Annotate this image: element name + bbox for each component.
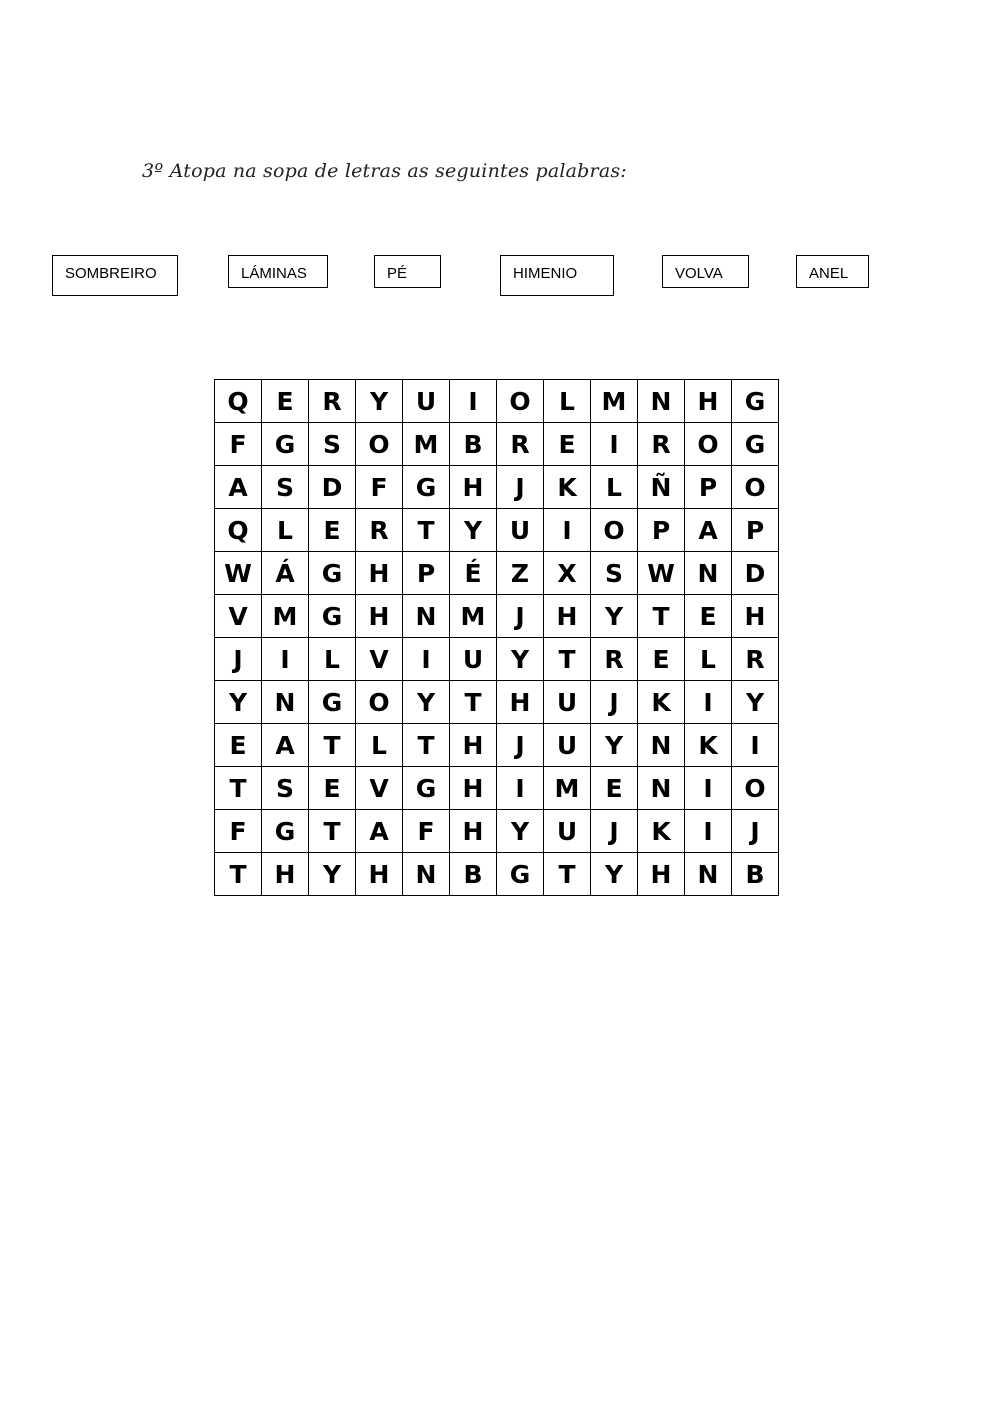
grid-cell[interactable]: V: [215, 595, 262, 638]
grid-row: [215, 767, 779, 810]
grid-cell[interactable]: S: [262, 466, 309, 509]
word-box-laminas: LÁMINAS: [228, 255, 328, 288]
grid-cell[interactable]: K: [638, 810, 685, 853]
grid-cell[interactable]: Y: [591, 853, 638, 896]
grid-cell[interactable]: N: [262, 681, 309, 724]
grid-row: [215, 853, 779, 896]
grid-cell[interactable]: H: [262, 853, 309, 896]
grid-cell[interactable]: T: [309, 810, 356, 853]
grid-cell[interactable]: Q: [215, 509, 262, 552]
grid-cell[interactable]: T: [544, 853, 591, 896]
grid-cell[interactable]: E: [544, 423, 591, 466]
grid-cell[interactable]: T: [403, 724, 450, 767]
grid-cell[interactable]: X: [544, 552, 591, 595]
grid-cell[interactable]: I: [262, 638, 309, 681]
grid-cell[interactable]: T: [638, 595, 685, 638]
grid-cell[interactable]: A: [356, 810, 403, 853]
grid-cell[interactable]: Y: [403, 681, 450, 724]
grid-cell[interactable]: N: [403, 595, 450, 638]
grid-cell[interactable]: É: [450, 552, 497, 595]
grid-cell[interactable]: K: [685, 724, 732, 767]
grid-cell[interactable]: E: [309, 767, 356, 810]
word-search-grid: [214, 379, 779, 896]
grid-cell[interactable]: B: [450, 853, 497, 896]
grid-cell[interactable]: Á: [262, 552, 309, 595]
grid-cell[interactable]: T: [215, 853, 262, 896]
grid-cell[interactable]: K: [638, 681, 685, 724]
grid-cell[interactable]: I: [403, 638, 450, 681]
grid-cell[interactable]: P: [638, 509, 685, 552]
grid-cell[interactable]: H: [450, 810, 497, 853]
grid-cell[interactable]: S: [262, 767, 309, 810]
grid-cell[interactable]: U: [497, 509, 544, 552]
grid-cell[interactable]: U: [544, 681, 591, 724]
grid-cell[interactable]: L: [262, 509, 309, 552]
grid-cell[interactable]: G: [403, 466, 450, 509]
grid-row: [215, 466, 779, 509]
grid-cell[interactable]: H: [685, 380, 732, 423]
grid-cell[interactable]: Y: [309, 853, 356, 896]
grid-cell[interactable]: E: [309, 509, 356, 552]
grid-cell[interactable]: R: [309, 380, 356, 423]
grid-row: [215, 380, 779, 423]
grid-cell[interactable]: V: [356, 767, 403, 810]
grid-cell[interactable]: O: [685, 423, 732, 466]
grid-cell[interactable]: F: [215, 810, 262, 853]
grid-cell[interactable]: Y: [591, 595, 638, 638]
grid-cell[interactable]: H: [450, 767, 497, 810]
grid-cell[interactable]: E: [591, 767, 638, 810]
grid-cell[interactable]: Y: [497, 638, 544, 681]
grid-cell[interactable]: R: [356, 509, 403, 552]
grid-cell[interactable]: E: [638, 638, 685, 681]
grid-cell[interactable]: H: [356, 595, 403, 638]
grid-cell[interactable]: A: [685, 509, 732, 552]
grid-cell[interactable]: G: [262, 423, 309, 466]
grid-cell[interactable]: P: [732, 509, 779, 552]
grid-cell[interactable]: R: [497, 423, 544, 466]
grid-cell[interactable]: H: [356, 853, 403, 896]
grid-cell[interactable]: J: [732, 810, 779, 853]
grid-row: [215, 810, 779, 853]
grid-cell[interactable]: H: [497, 681, 544, 724]
grid-cell[interactable]: G: [262, 810, 309, 853]
grid-cell[interactable]: H: [356, 552, 403, 595]
grid-cell[interactable]: O: [356, 423, 403, 466]
grid-cell[interactable]: W: [215, 552, 262, 595]
grid-cell[interactable]: N: [638, 380, 685, 423]
grid-cell[interactable]: T: [450, 681, 497, 724]
grid-cell[interactable]: Y: [215, 681, 262, 724]
grid-cell[interactable]: P: [685, 466, 732, 509]
grid-cell[interactable]: J: [497, 595, 544, 638]
grid-cell[interactable]: H: [544, 595, 591, 638]
grid-cell[interactable]: O: [732, 767, 779, 810]
grid-row: [215, 724, 779, 767]
grid-cell[interactable]: U: [403, 380, 450, 423]
grid-cell[interactable]: O: [591, 509, 638, 552]
grid-cell[interactable]: J: [497, 466, 544, 509]
grid-cell[interactable]: T: [309, 724, 356, 767]
grid-cell[interactable]: Y: [732, 681, 779, 724]
grid-cell[interactable]: G: [403, 767, 450, 810]
grid-cell[interactable]: U: [544, 810, 591, 853]
grid-cell[interactable]: J: [215, 638, 262, 681]
grid-row: [215, 595, 779, 638]
grid-cell[interactable]: R: [732, 638, 779, 681]
grid-cell[interactable]: Y: [450, 509, 497, 552]
grid-cell[interactable]: W: [638, 552, 685, 595]
grid-cell[interactable]: H: [450, 724, 497, 767]
grid-cell[interactable]: B: [450, 423, 497, 466]
word-box-anel: ANEL: [796, 255, 869, 288]
grid-cell[interactable]: Z: [497, 552, 544, 595]
grid-row: [215, 681, 779, 724]
grid-cell[interactable]: A: [262, 724, 309, 767]
grid-cell[interactable]: H: [450, 466, 497, 509]
grid-row: [215, 552, 779, 595]
grid-cell[interactable]: S: [309, 423, 356, 466]
grid-cell[interactable]: D: [309, 466, 356, 509]
grid-cell[interactable]: N: [403, 853, 450, 896]
instruction-text: 3º Atopa na sopa de letras as seguintes palabras:: [142, 160, 627, 182]
grid-cell[interactable]: L: [309, 638, 356, 681]
grid-cell[interactable]: J: [591, 810, 638, 853]
grid-cell[interactable]: E: [685, 595, 732, 638]
grid-cell[interactable]: G: [732, 423, 779, 466]
grid-cell[interactable]: F: [403, 810, 450, 853]
grid-cell[interactable]: L: [356, 724, 403, 767]
word-box-volva: VOLVA: [662, 255, 749, 288]
grid-cell[interactable]: I: [685, 681, 732, 724]
grid-cell[interactable]: T: [544, 638, 591, 681]
grid-cell[interactable]: O: [732, 466, 779, 509]
grid-row: [215, 509, 779, 552]
grid-cell[interactable]: M: [544, 767, 591, 810]
grid-cell[interactable]: T: [403, 509, 450, 552]
grid-cell[interactable]: I: [544, 509, 591, 552]
grid-cell[interactable]: N: [638, 767, 685, 810]
grid-cell[interactable]: T: [215, 767, 262, 810]
grid-cell[interactable]: I: [450, 380, 497, 423]
grid-cell[interactable]: E: [215, 724, 262, 767]
grid-cell[interactable]: E: [262, 380, 309, 423]
grid-cell[interactable]: O: [497, 380, 544, 423]
grid-cell[interactable]: P: [403, 552, 450, 595]
grid-cell[interactable]: M: [262, 595, 309, 638]
grid-cell[interactable]: Y: [591, 724, 638, 767]
grid-cell[interactable]: B: [732, 853, 779, 896]
grid-cell[interactable]: G: [732, 380, 779, 423]
grid-cell[interactable]: I: [685, 810, 732, 853]
grid-cell[interactable]: V: [356, 638, 403, 681]
grid-cell[interactable]: H: [638, 853, 685, 896]
grid-cell[interactable]: I: [497, 767, 544, 810]
grid-cell[interactable]: I: [732, 724, 779, 767]
grid-cell[interactable]: F: [356, 466, 403, 509]
grid-row: [215, 423, 779, 466]
grid-row: [215, 638, 779, 681]
grid-cell[interactable]: G: [309, 681, 356, 724]
grid-cell[interactable]: L: [544, 380, 591, 423]
grid-cell[interactable]: I: [685, 767, 732, 810]
grid-cell[interactable]: G: [309, 595, 356, 638]
grid-cell[interactable]: K: [544, 466, 591, 509]
grid-cell[interactable]: L: [591, 466, 638, 509]
grid-cell[interactable]: Y: [356, 380, 403, 423]
grid-cell[interactable]: D: [732, 552, 779, 595]
grid-cell[interactable]: U: [544, 724, 591, 767]
grid-cell[interactable]: F: [215, 423, 262, 466]
grid-cell[interactable]: O: [356, 681, 403, 724]
word-box-sombreiro: SOMBREIRO: [52, 255, 178, 296]
grid-cell[interactable]: G: [497, 853, 544, 896]
grid-cell[interactable]: R: [638, 423, 685, 466]
grid-cell[interactable]: N: [638, 724, 685, 767]
grid-cell[interactable]: J: [591, 681, 638, 724]
word-box-himenio: HIMENIO: [500, 255, 614, 296]
grid-cell[interactable]: N: [685, 552, 732, 595]
grid-cell[interactable]: U: [450, 638, 497, 681]
grid-cell[interactable]: Y: [497, 810, 544, 853]
grid-cell[interactable]: S: [591, 552, 638, 595]
grid-cell[interactable]: J: [497, 724, 544, 767]
grid-cell[interactable]: M: [403, 423, 450, 466]
word-box-pe: PÉ: [374, 255, 441, 288]
grid-cell[interactable]: H: [732, 595, 779, 638]
grid-cell[interactable]: L: [685, 638, 732, 681]
grid-cell[interactable]: M: [591, 380, 638, 423]
grid-cell[interactable]: R: [591, 638, 638, 681]
grid-cell[interactable]: Ñ: [638, 466, 685, 509]
grid-cell[interactable]: Q: [215, 380, 262, 423]
grid-cell[interactable]: N: [685, 853, 732, 896]
grid-cell[interactable]: A: [215, 466, 262, 509]
grid-cell[interactable]: G: [309, 552, 356, 595]
grid-cell[interactable]: M: [450, 595, 497, 638]
grid-cell[interactable]: I: [591, 423, 638, 466]
